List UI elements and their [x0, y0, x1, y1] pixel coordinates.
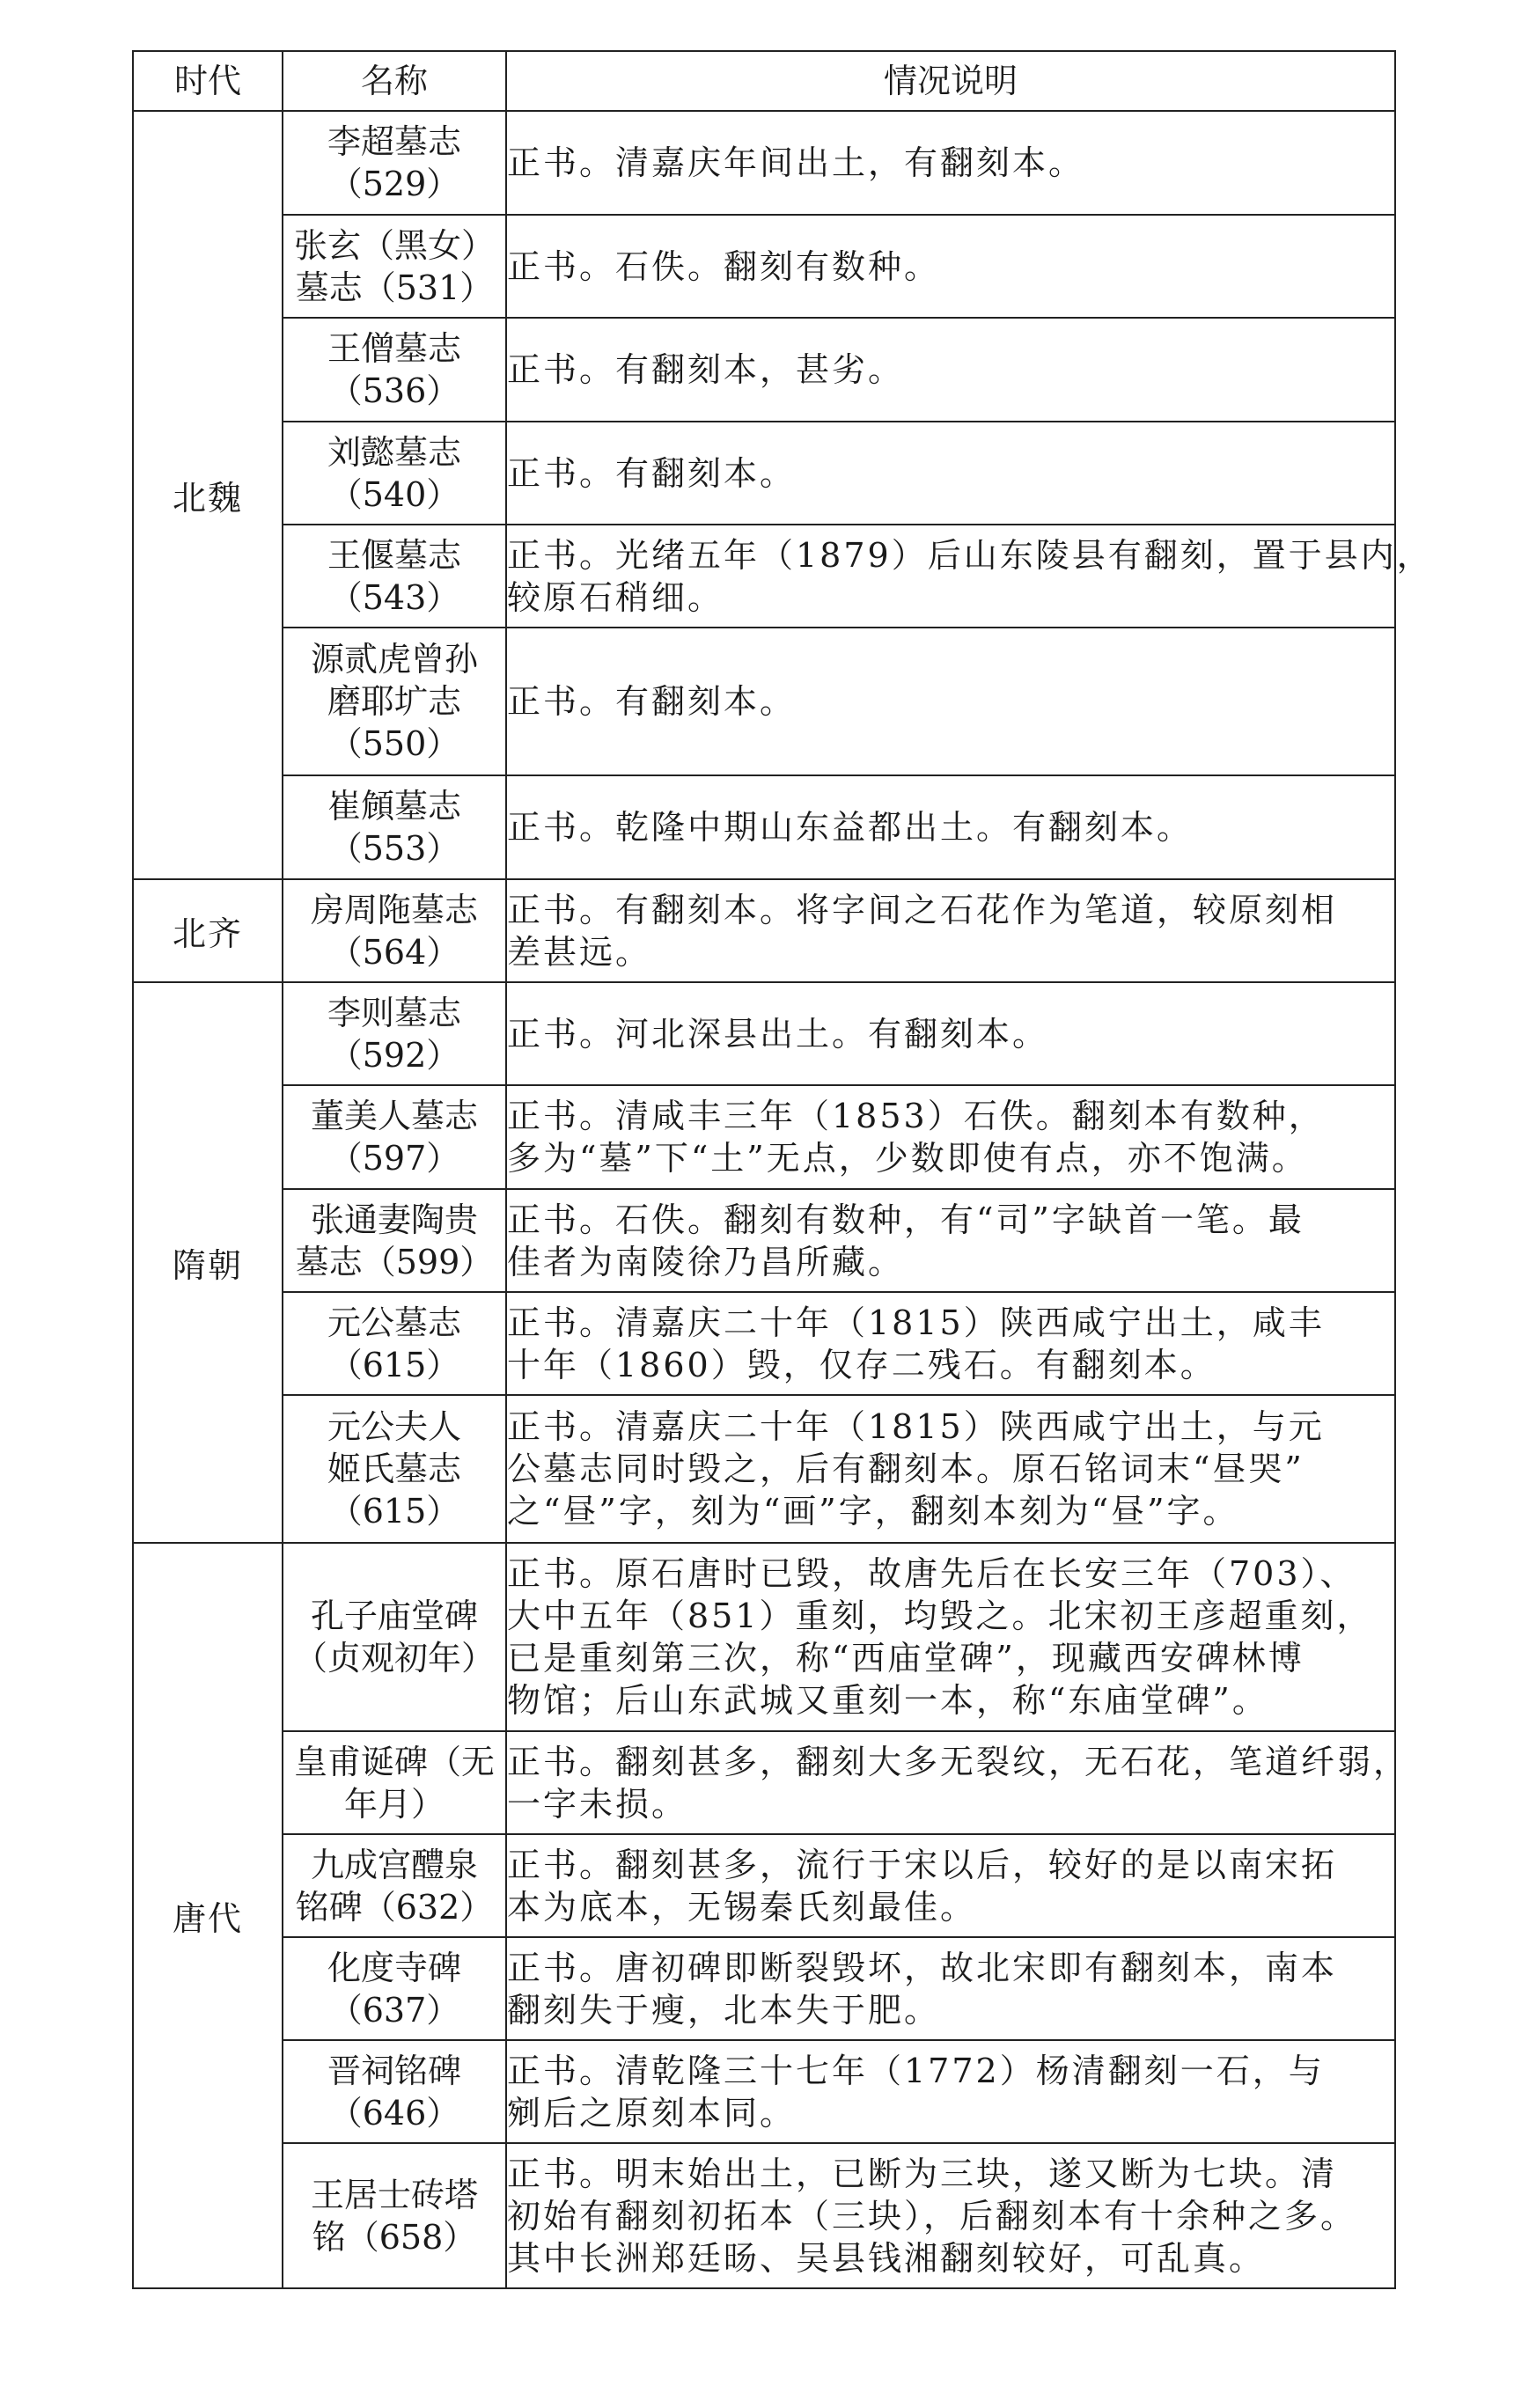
description-cell: [506, 1292, 1395, 1395]
description-line: 正书。有翻刻本，甚劣。: [507, 350, 905, 389]
description-line: 一字未损。: [507, 1784, 688, 1824]
table-row: [133, 111, 1395, 215]
name-cell: [283, 1937, 506, 2040]
table-row: [133, 1543, 1395, 1731]
name-line: 孔子庙堂碑: [310, 1597, 478, 1635]
description-line: 正书。光绪五年（1879）后山东陵县有翻刻，置于县内，: [507, 535, 1433, 575]
name-line: 元公夫人: [327, 1407, 461, 1446]
table-row: [133, 1292, 1395, 1395]
name-cell: [283, 111, 506, 215]
name-cell: [283, 318, 506, 422]
table-row: [133, 775, 1395, 879]
name-line: （550）: [328, 724, 460, 763]
description-line: 较原石稍细。: [507, 577, 724, 617]
name-line: 元公墓志: [327, 1303, 461, 1342]
name-line: 姬氏墓志: [327, 1450, 461, 1488]
stele-reprint-table: [132, 50, 1433, 2289]
era-cell: 北齐: [133, 879, 283, 982]
description-cell: [506, 111, 1395, 215]
description-line: 初始有翻刻初拓本（三块），后翻刻本有十余种之多。: [507, 2196, 1357, 2235]
description-line: 十年（1860）毁，仅存二残石。有翻刻本。: [507, 1345, 1216, 1384]
table-row: [133, 2143, 1395, 2288]
name-line: 张玄（黑女）: [293, 225, 495, 265]
description-line: 正书。乾隆中期山东益都出土。有翻刻本。: [507, 808, 1194, 847]
description-cell: [506, 1731, 1410, 1834]
name-line: 墓志（531）: [295, 268, 494, 307]
name-cell: [283, 2040, 506, 2143]
name-line: （597）: [328, 1139, 460, 1178]
description-line: 大中五年（851）重刻，均毁之。北宋初王彦超重刻，: [507, 1597, 1373, 1635]
description-line: 其中长洲郑廷旸、吴县钱湘翻刻较好，可乱真。: [507, 2238, 1266, 2278]
table-row: [133, 982, 1395, 1085]
description-line: 翻刻失于瘦，北本失于肥。: [507, 1990, 941, 2030]
name-cell: [283, 982, 506, 1085]
name-cell: [283, 1189, 506, 1292]
description-cell: [506, 1834, 1395, 1937]
table-header: [133, 51, 1395, 111]
table-row: [133, 422, 1395, 525]
description-line: 已是重刻第三次，称“西庙堂碑”，现藏西安碑林博: [507, 1639, 1304, 1678]
table-row: [133, 1395, 1395, 1543]
table-row: [133, 628, 1395, 775]
description-line: 正书。清嘉庆二十年（1815）陕西咸宁出土，咸丰: [507, 1303, 1325, 1342]
table-row: [133, 1731, 1395, 1834]
description-line: 正书。原石唐时已毁，故唐先后在长安三年（703）、: [507, 1554, 1356, 1593]
description-cell: [506, 1543, 1395, 1731]
description-line: 正书。河北深县出土。有翻刻本。: [507, 1014, 1049, 1054]
era-cell: 隋朝: [133, 982, 283, 1543]
description-cell: [506, 2143, 1395, 2288]
description-line: 正书。石佚。翻刻有数种。: [507, 246, 941, 286]
description-line: 物馆；后山东武城又重刻一本，称“东庙堂碑”。: [507, 1681, 1268, 1720]
name-line: 王偃墓志: [327, 535, 461, 575]
description-line: 正书。清咸丰三年（1853）石佚。翻刻本有数种，: [507, 1097, 1325, 1135]
table-row: [133, 525, 1395, 628]
description-line: 正书。翻刻甚多，翻刻大多无裂纹，无石花，笔道纤弱，: [507, 1742, 1410, 1781]
header-description: 情况说明: [506, 51, 1395, 111]
table-row: [133, 2040, 1395, 2143]
description-line: 佳者为南陵徐乃昌所藏。: [507, 1242, 905, 1281]
name-cell: [283, 1292, 506, 1395]
description-line: 正书。明末始出土，已断为三块，遂又断为七块。清: [507, 2154, 1338, 2193]
description-cell: [506, 318, 1395, 422]
name-cell: [283, 422, 506, 525]
name-line: 张通妻陶贵: [310, 1200, 478, 1239]
table-row: [133, 879, 1395, 982]
name-line: （553）: [328, 829, 460, 868]
table-row: [133, 1189, 1395, 1292]
header-name: 名称: [283, 51, 506, 111]
table-row: [133, 318, 1395, 422]
table-body: [133, 111, 1433, 2288]
table-row: [133, 1085, 1395, 1189]
name-cell: [283, 1543, 506, 1731]
name-line: 李则墓志: [327, 993, 461, 1032]
name-line: 化度寺碑: [327, 1948, 461, 1987]
name-line: 磨耶圹志: [327, 682, 461, 721]
description-cell: [506, 422, 1395, 525]
name-line: （564）: [328, 932, 460, 972]
name-line: 铭（658）: [312, 2217, 477, 2257]
description-line: 之“昼”字，刻为“画”字，翻刻本刻为“昼”字。: [507, 1492, 1239, 1531]
name-line: 李超墓志: [327, 122, 461, 161]
description-line: 正书。有翻刻本。: [507, 453, 797, 493]
name-line: （615）: [328, 1345, 460, 1384]
name-cell: [283, 1731, 506, 1834]
name-cell: [283, 775, 506, 879]
era-cell: 唐代: [133, 1543, 283, 2288]
name-line: 晋祠铭碑: [327, 2051, 461, 2090]
description-line: 本为底本，无锡秦氏刻最佳。: [507, 1887, 977, 1927]
name-cell: [283, 879, 506, 982]
header-era: 时代: [133, 51, 283, 111]
description-cell: [506, 2040, 1395, 2143]
name-line: 铭碑（632）: [295, 1887, 494, 1927]
name-line: 皇甫诞碑（无: [293, 1742, 495, 1781]
table-row: [133, 215, 1395, 318]
description-cell: [506, 628, 1395, 775]
name-line: （529）: [328, 165, 460, 203]
name-line: 刘懿墓志: [327, 432, 461, 472]
description-cell: [506, 1085, 1395, 1189]
description-cell: [506, 1395, 1395, 1543]
description-line: 正书。唐初碑即断裂毁坏，故北宋即有翻刻本，南本: [507, 1948, 1338, 1987]
description-line: 公墓志同时毁之，后有翻刻本。原石铭词末“昼哭”: [507, 1450, 1304, 1488]
description-line: 正书。翻刻甚多，流行于宋以后，较好的是以南宋拓: [507, 1845, 1338, 1884]
name-cell: [283, 1085, 506, 1189]
description-line: 正书。石佚。翻刻有数种，有“司”字缺首一笔。最: [507, 1200, 1304, 1239]
table-row: [133, 1834, 1395, 1937]
description-line: 多为“墓”下“土”无点，少数即使有点，亦不饱满。: [507, 1139, 1308, 1178]
name-cell: [283, 2143, 506, 2288]
name-cell: [283, 1834, 506, 1937]
name-line: 九成宫醴泉: [310, 1845, 478, 1884]
table-row: [133, 1937, 1395, 2040]
name-line: 王僧墓志: [327, 329, 461, 368]
description-cell: [506, 879, 1395, 982]
name-line: （540）: [328, 474, 460, 514]
name-line: 源贰虎曾孙: [310, 640, 478, 679]
name-line: 董美人墓志: [310, 1097, 478, 1135]
description-line: 正书。清嘉庆年间出土，有翻刻本。: [507, 143, 1085, 182]
description-cell: [506, 1189, 1395, 1292]
description-cell: [506, 525, 1433, 628]
name-line: 房周陁墓志: [310, 890, 478, 929]
description-line: 剜后之原刻本同。: [507, 2093, 797, 2133]
name-cell: [283, 215, 506, 318]
description-line: 正书。清嘉庆二十年（1815）陕西咸宁出土，与元: [507, 1407, 1325, 1446]
name-line: （536）: [328, 371, 460, 410]
name-line: 年月）: [343, 1784, 445, 1824]
name-line: （592）: [328, 1035, 460, 1075]
description-cell: [506, 775, 1395, 879]
description-cell: [506, 1937, 1395, 2040]
description-line: 正书。有翻刻本。: [507, 682, 797, 721]
name-line: 崔頠墓志: [327, 787, 461, 826]
name-cell: [283, 1395, 506, 1543]
name-cell: [283, 525, 506, 628]
name-line: 王居士砖塔: [310, 2175, 478, 2214]
description-line: 差甚远。: [507, 932, 652, 972]
description-cell: [506, 215, 1395, 318]
description-cell: [506, 982, 1395, 1085]
description-line: 正书。有翻刻本。将字间之石花作为笔道，较原刻相: [507, 890, 1338, 929]
name-line: （637）: [328, 1990, 460, 2030]
era-cell: 北魏: [133, 111, 283, 879]
name-line: 墓志（599）: [295, 1242, 494, 1281]
name-line: （646）: [328, 2093, 460, 2133]
header-row: [133, 51, 1395, 111]
name-cell: [283, 628, 506, 775]
name-line: （543）: [328, 577, 460, 617]
name-line: （615）: [328, 1492, 460, 1531]
name-line: （贞观初年）: [293, 1639, 495, 1678]
description-line: 正书。清乾隆三十七年（1772）杨清翻刻一石，与: [507, 2051, 1325, 2090]
